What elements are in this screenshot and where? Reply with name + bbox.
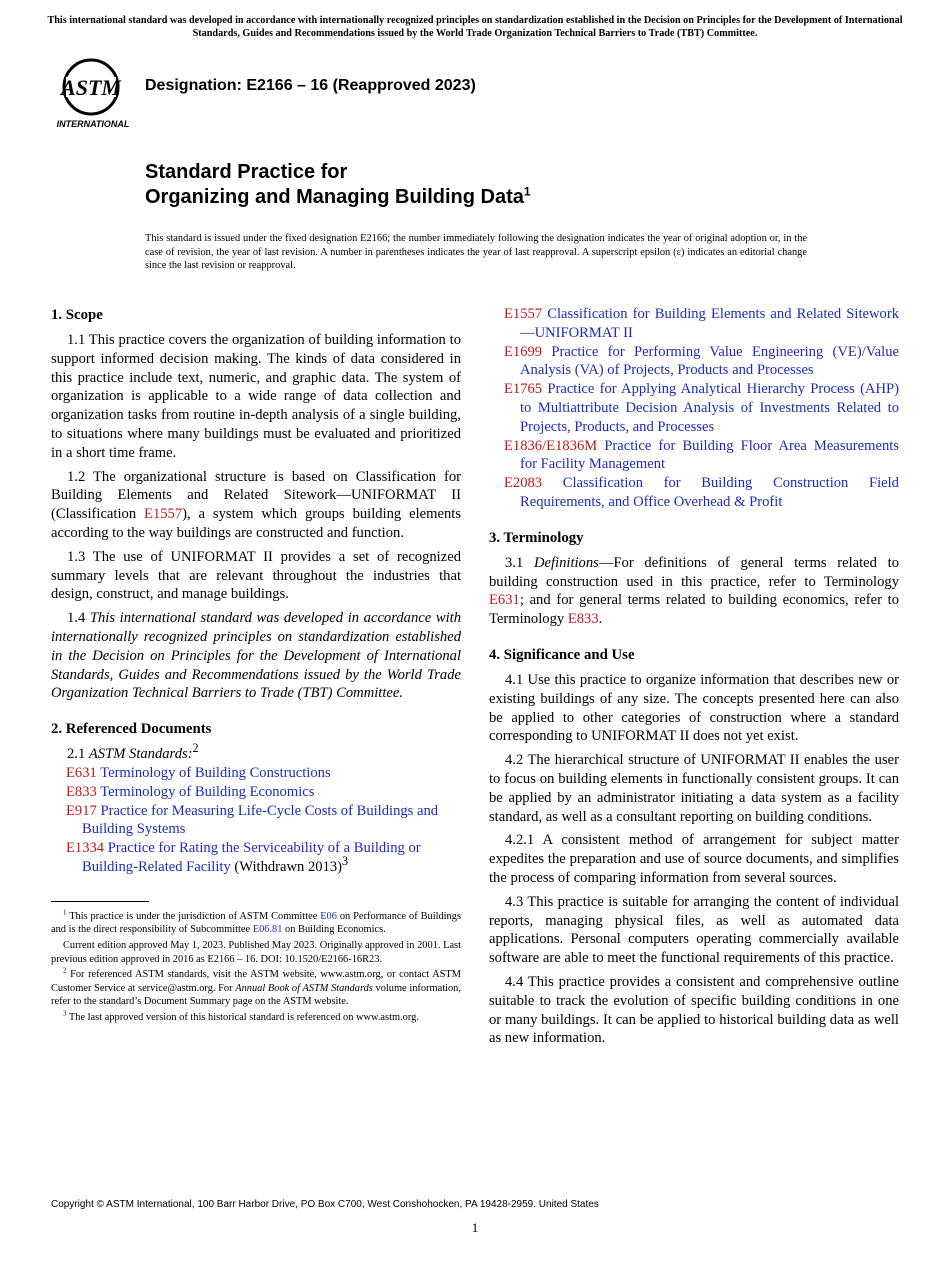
ref-item[interactable]: E833 Terminology of Building Economics (66, 783, 315, 800)
footnotes (51, 910, 461, 1025)
page-title (145, 160, 531, 209)
scope-1-2: 1.2 The organizational structure is based on Classification for Building Elements and Related Sitework—UNIFORMAT II (Classification E1557), a system which groups building elements according to the way buildings are constructed and function. (51, 468, 462, 541)
left-column (51, 305, 461, 1026)
ref-item[interactable]: E1765 Practice for Applying Analytical Hierarchy Process (AHP) to Multiattribute Decision Analysis of Investments Related to Projects, Products, and Processes (504, 381, 899, 435)
ref-link-e06-81[interactable]: E06.81 (252, 924, 283, 936)
scope-1-3: 1.3 The use of UNIFORMAT II provides a set of recognized summary levels that are relevant throughout the industries that design, construct, and manage buildings. (51, 548, 461, 603)
significance-heading: 4. Significance and Use (489, 646, 635, 663)
footnote-3: $^3$ The last approved version of this historical standard is referenced on www.astm.org. (63, 1009, 419, 1023)
footnote-1: $^1$ This practice is under the jurisdiction of ASTM Committee E06 on Performance of Buildings and is the direct responsibility of Subcommittee E06.81 on Building Economics. (51, 908, 461, 936)
section-referenced-documents (51, 719, 461, 877)
copyright-notice: Copyright © ASTM International, 100 Barr Harbor Drive, PO Box C700, West Conshohocken, PA 19428-2959. United States (51, 1199, 599, 1210)
ref-link-e631[interactable]: E631 (489, 592, 520, 609)
terminology-3-1: 3.1 Definitions—For definitions of general terms related to building construction used in this practice, refer to Terminology E631; and for general terms related to building economics, refer to Terminology E833. (489, 554, 900, 628)
referenced-documents-continued (489, 305, 899, 512)
tbt-banner: This international standard was developed in accordance with internationally recognized principles on standardization established in the Decision on Principles for the Development of International Standards, Guides and Recommendations issued by the World Trade Organization Technical Barriers to Trade (TBT) Committee. (47, 15, 903, 39)
significance-4-2-1: 4.2.1 A consistent method of arrangement for subject matter expedites the preparation and use of source documents, and simplifies the process of comparing information from several sources. (489, 832, 899, 886)
page-number: 1 (471, 1220, 479, 1235)
preamble: This standard is issued under the fixed designation E2166; the number immediately following the designation indicates the year of original adoption or, in the case of revision, the year of last revision. A number in parentheses indicates the year of last reapproval. A superscript epsilon (ε) indicates an editorial change since the last revision or reapproval. (145, 233, 807, 272)
scope-1-1: 1.1 This practice covers the organization of building information to support informed decision making. The kinds of data considered in this practice include text, numeric, and graphic data. The system of organization is applicable to a wide range of data collection and organization tasks from routine in-depth analysis of a single building, to situations where many buildings must be evaluated and prioritized in a short time frame. (51, 332, 461, 461)
significance-4-3: 4.3 This practice is suitable for arranging the content of individual reports, managing physical files, as well as automated data applications. Personal computers operating commercially available software are able to meet the functional requirements of this practice. (489, 893, 899, 967)
right-column (489, 305, 899, 1053)
scope-1-4: 1.4 This international standard was developed in accordance with internationally recognized principles on standardization established in the Decision on Principles for the Development of International Standards, Guides and Recommendations issued by the World Trade Organization Technical Barriers to Trade (TBT) Committee. (51, 610, 462, 702)
ref-item[interactable]: E631 Terminology of Building Constructions (66, 764, 331, 781)
ref-item[interactable]: E1557 Classification for Building Elements and Related Sitework—UNIFORMAT II (504, 306, 900, 341)
logo-letters: ASTM (61, 75, 121, 100)
ref-link-e833[interactable]: E833 (567, 611, 599, 628)
ref-item[interactable]: E1836/E1836M Practice for Building Floor Area Measurements for Facility Management (504, 437, 899, 473)
astm-logo (52, 55, 136, 133)
title-line-1: Standard Practice for (145, 161, 348, 183)
footnote-2: $^2$ For referenced ASTM standards, visit the ASTM website, www.astm.org, or contact ASTM Customer Service at service@astm.org. For Annual Book of ASTM Standards volume information, refer to the standard’s Document Summary page on the ASTM website. (51, 966, 461, 1008)
ref-item[interactable]: E917 Practice for Measuring Life-Cycle Costs of Buildings and Building Systems (66, 802, 439, 838)
designation: Designation: E2166 – 16 (Reapproved 2023) (145, 77, 476, 94)
section-terminology (489, 528, 899, 629)
significance-4-4: 4.4 This practice provides a consistent and comprehensive outline suitable to track the evolution of specific building conditions in one or many buildings. It can be applied to historical building data as well as new information. (489, 973, 899, 1047)
scope-heading: 1. Scope (51, 307, 103, 323)
ref-item[interactable]: E1334 Practice for Rating the Serviceability of a Building or Building-Related Facility (Withdrawn 2013)$^3$ (66, 840, 421, 875)
refdocs-heading: 2. Referenced Documents (51, 721, 212, 738)
footnote-1-edition: Current edition approved May 1, 2023. Published May 2023. Originally approved in 2001. Last previous edition approved in 2016 as E2166 – 16. DOI: 10.1520/E2166-16R23. (51, 939, 461, 965)
ref-item[interactable]: E2083 Classification for Building Construction Field Requirements, and Office Overhead & Profit (504, 475, 899, 510)
logo-name: INTERNATIONAL (56, 119, 130, 129)
significance-4-1: 4.1 Use this practice to organize information that describes new or existing buildings of any size. The concepts presented here can also be applied to other categories of construction where a standard corresponding to UNIFORMAT II does not yet exist. (489, 671, 899, 745)
ref-item[interactable]: E1699 Practice for Performing Value Engineering (VE)/Value Analysis (VA) of Projects, Products and Processes (504, 343, 899, 379)
astm-standards-label: 2.1 ASTM Standards:$^2$ (67, 741, 199, 763)
terminology-heading: 3. Terminology (489, 529, 584, 546)
ref-link-e1557[interactable]: E1557 (144, 506, 183, 523)
significance-4-2: 4.2 The hierarchical structure of UNIFORMAT II enables the user to focus on building elements in functionally consistent groups. It can be applied by an administrator initiating a data system as a facility standard, as well as a consultant reporting on building conditions. (489, 752, 899, 825)
section-scope (51, 305, 461, 703)
footnote-divider (51, 901, 149, 902)
section-significance (489, 645, 899, 1048)
title-line-2: Organizing and Managing Building Data$^1$ (145, 183, 531, 208)
ref-link-e06[interactable]: E06 (320, 910, 337, 922)
